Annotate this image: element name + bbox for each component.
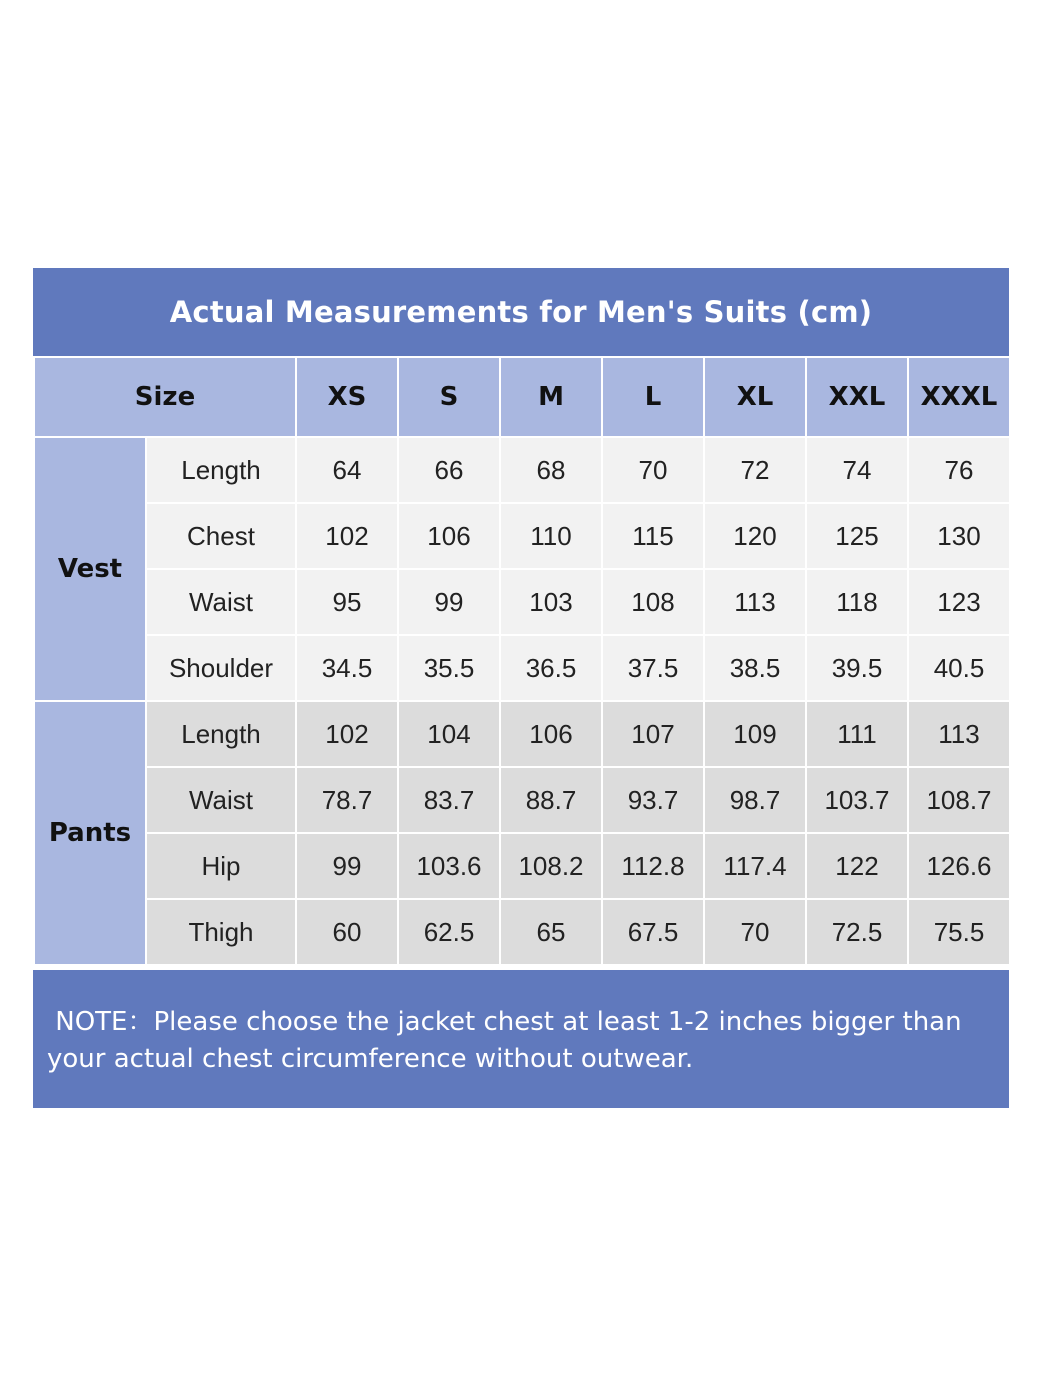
measurement-value: 111: [806, 701, 908, 767]
measurement-value: 118: [806, 569, 908, 635]
table-row: [34, 635, 1010, 701]
table-row: [34, 899, 1010, 965]
measurement-value: 75.5: [908, 899, 1010, 965]
note-box: [33, 970, 1009, 1108]
measurement-value: 103: [500, 569, 602, 635]
table-row: [34, 701, 1010, 767]
measurement-value: 103.7: [806, 767, 908, 833]
measurement-value: 109: [704, 701, 806, 767]
measurement-value: 103.6: [398, 833, 500, 899]
measurement-value: 60: [296, 899, 398, 965]
measurement-value: 123: [908, 569, 1010, 635]
measurement-value: 108: [602, 569, 704, 635]
measurement-value: 112.8: [602, 833, 704, 899]
measurement-value: 113: [704, 569, 806, 635]
measurement-value: 37.5: [602, 635, 704, 701]
measurement-value: 99: [398, 569, 500, 635]
measurement-value: 108.2: [500, 833, 602, 899]
measurement-value: 34.5: [296, 635, 398, 701]
measurement-value: 67.5: [602, 899, 704, 965]
measurement-value: 126.6: [908, 833, 1010, 899]
header-row: [34, 357, 1010, 437]
table-row: [34, 833, 1010, 899]
measurement-value: 106: [398, 503, 500, 569]
measurement-value: 76: [908, 437, 1010, 503]
size-header-cell: S: [398, 357, 500, 437]
measurement-value: 95: [296, 569, 398, 635]
table-row: [34, 767, 1010, 833]
measurement-value: 122: [806, 833, 908, 899]
size-chart: [33, 268, 1009, 1108]
measurement-value: 130: [908, 503, 1010, 569]
measurement-value: 125: [806, 503, 908, 569]
chart-title: Actual Measurements for Men's Suits (cm): [33, 268, 1009, 356]
pants-group-label: Pants: [34, 701, 146, 965]
measurement-value: 106: [500, 701, 602, 767]
measurement-value: 113: [908, 701, 1010, 767]
measurement-value: 40.5: [908, 635, 1010, 701]
measurement-value: 65: [500, 899, 602, 965]
measurement-value: 66: [398, 437, 500, 503]
measurement-table: [33, 356, 1011, 966]
measurement-name: Waist: [146, 767, 296, 833]
size-header: Size: [34, 357, 296, 437]
size-header-cell: XS: [296, 357, 398, 437]
measurement-value: 72.5: [806, 899, 908, 965]
size-header-cell: L: [602, 357, 704, 437]
size-header-cell: M: [500, 357, 602, 437]
note-line: NOTE：Please choose the jacket chest at least 1-2 inches bigger than: [47, 1007, 962, 1037]
measurement-value: 93.7: [602, 767, 704, 833]
measurement-value: 68: [500, 437, 602, 503]
measurement-value: 102: [296, 701, 398, 767]
vest-group-label: Vest: [34, 437, 146, 701]
measurement-value: 78.7: [296, 767, 398, 833]
measurement-value: 39.5: [806, 635, 908, 701]
measurement-value: 72: [704, 437, 806, 503]
measurement-name: Length: [146, 437, 296, 503]
measurement-name: Waist: [146, 569, 296, 635]
measurement-value: 115: [602, 503, 704, 569]
size-header-cell: XXL: [806, 357, 908, 437]
measurement-value: 98.7: [704, 767, 806, 833]
measurement-value: 102: [296, 503, 398, 569]
size-header-cell: XL: [704, 357, 806, 437]
measurement-name: Chest: [146, 503, 296, 569]
measurement-value: 62.5: [398, 899, 500, 965]
measurement-value: 70: [602, 437, 704, 503]
measurement-value: 38.5: [704, 635, 806, 701]
measurement-value: 70: [704, 899, 806, 965]
measurement-value: 88.7: [500, 767, 602, 833]
table-row: [34, 437, 1010, 503]
measurement-value: 120: [704, 503, 806, 569]
table-row: [34, 503, 1010, 569]
size-header-cell: XXXL: [908, 357, 1010, 437]
measurement-value: 104: [398, 701, 500, 767]
measurement-value: 117.4: [704, 833, 806, 899]
measurement-value: 74: [806, 437, 908, 503]
measurement-value: 99: [296, 833, 398, 899]
measurement-value: 107: [602, 701, 704, 767]
measurement-value: 110: [500, 503, 602, 569]
measurement-name: Shoulder: [146, 635, 296, 701]
note-line: your actual chest circumference without outwear.: [47, 1044, 694, 1074]
measurement-value: 35.5: [398, 635, 500, 701]
measurement-value: 64: [296, 437, 398, 503]
measurement-value: 36.5: [500, 635, 602, 701]
measurement-value: 83.7: [398, 767, 500, 833]
table-row: [34, 569, 1010, 635]
measurement-name: Length: [146, 701, 296, 767]
measurement-name: Hip: [146, 833, 296, 899]
measurement-value: 108.7: [908, 767, 1010, 833]
measurement-name: Thigh: [146, 899, 296, 965]
